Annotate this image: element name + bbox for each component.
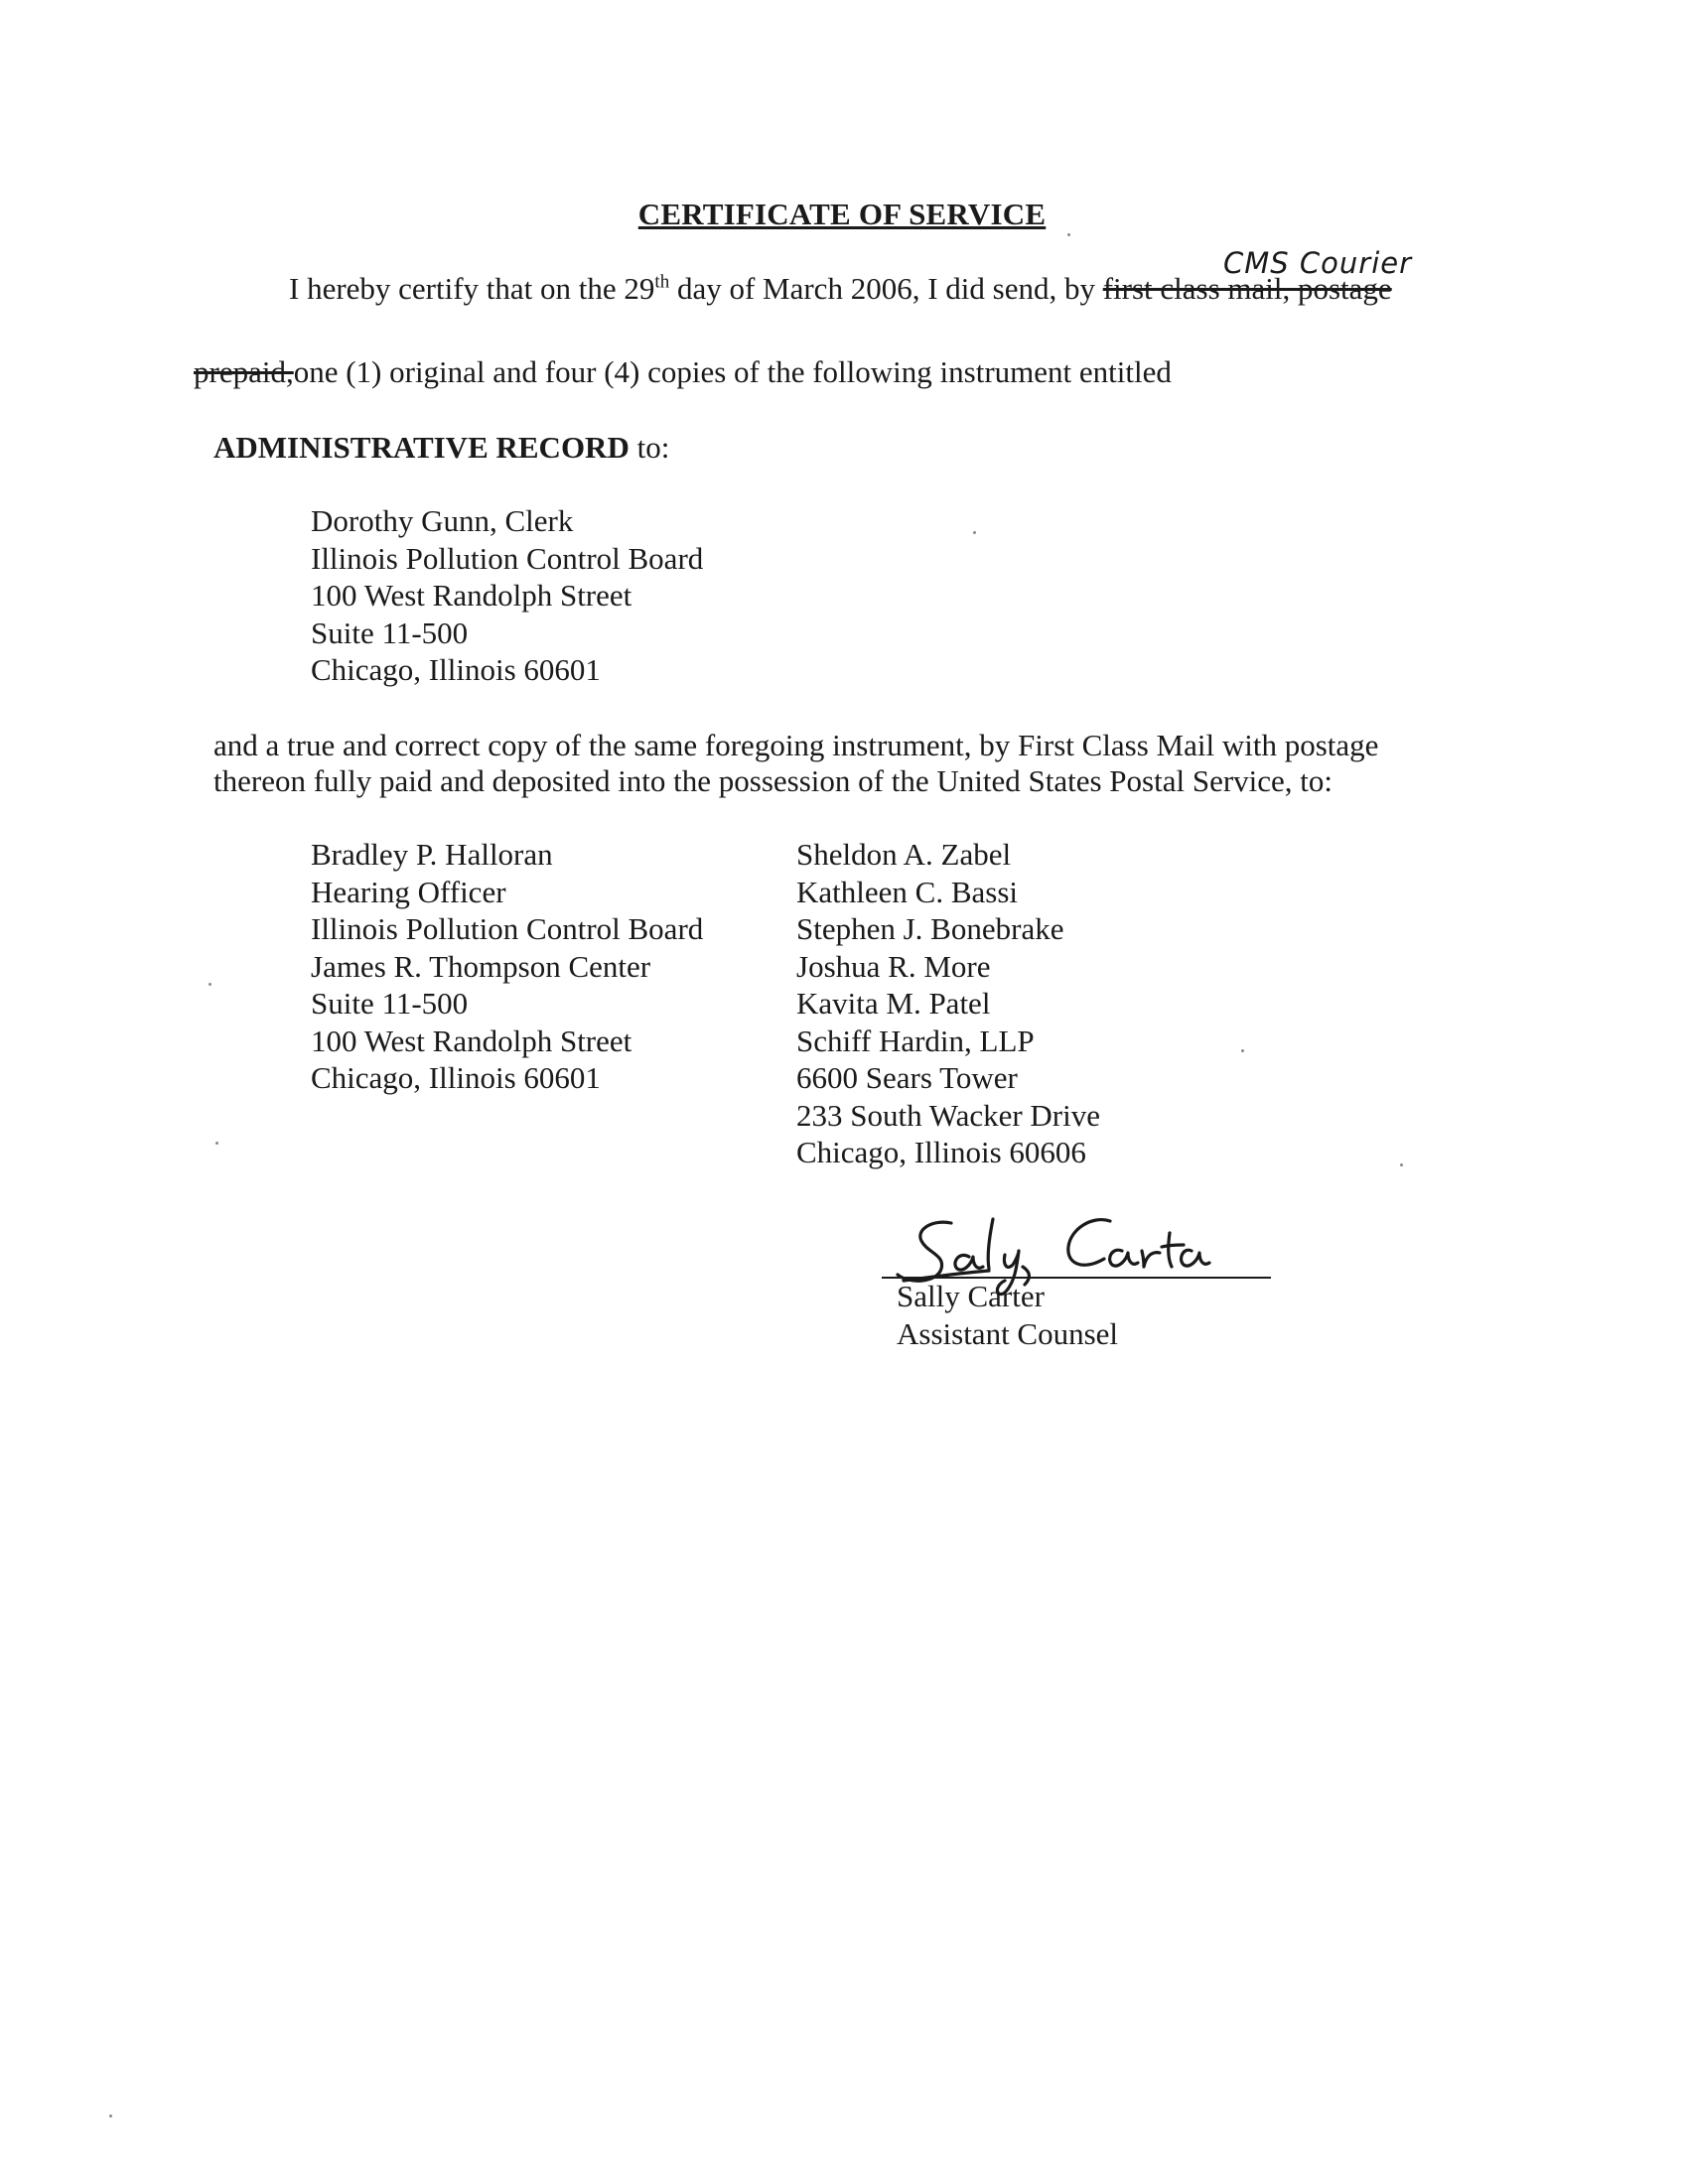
recipient-clerk-address [311,502,703,689]
scan-speck [209,983,211,986]
handwritten-insert: CMS Courier [1223,246,1413,280]
struck-text-1: first class mail, postage [1102,271,1392,306]
address-line: Suite 11-500 [311,986,469,1021]
address-line: Dorothy Gunn, Clerk [311,503,574,538]
instrument-line [213,429,669,467]
certify-text-end: one (1) original and four (4) copies of the following instrument entitled [293,354,1172,389]
certify-text-mid: day of March 2006, I did send, by [669,271,1103,306]
address-line: Sheldon A. Zabel [796,837,1012,872]
address-line: Hearing Officer [311,874,506,909]
scan-speck [1067,233,1070,236]
address-line: 233 South Wacker Drive [796,1097,1101,1133]
copy-paragraph-line-2: thereon fully paid and deposited into the possession of the United States Postal Service, to: [213,763,1333,798]
signatory-name: Sally Carter [897,1279,1045,1313]
certify-text-start: I hereby certify that on the 29 [289,271,655,306]
address-line: Kathleen C. Bassi [796,874,1018,909]
instrument-name: ADMINISTRATIVE RECORD [213,430,630,465]
document-title: CERTIFICATE OF SERVICE [637,197,1047,231]
signatory-title: Assistant Counsel [897,1316,1119,1351]
address-line: Kavita M. Patel [796,986,991,1021]
scan-speck [973,531,976,534]
address-line: 100 West Randolph Street [311,578,632,613]
address-line: Joshua R. More [796,948,991,984]
address-line: Chicago, Illinois 60601 [311,1060,601,1095]
address-line: Schiff Hardin, LLP [796,1023,1035,1058]
ordinal-suffix: th [654,271,670,293]
scan-speck [215,1142,218,1145]
certify-line-2 [194,353,1172,391]
copy-paragraph-line-1: and a true and correct copy of the same foregoing instrument, by First Class Mail with postage [213,728,1379,762]
address-line: Chicago, Illinois 60601 [311,652,601,687]
scan-speck [1400,1163,1403,1166]
instrument-suffix: to: [629,430,670,465]
address-line: 100 West Randolph Street [311,1023,632,1058]
address-line: 6600 Sears Tower [796,1060,1018,1095]
address-line: Stephen J. Bonebrake [796,911,1064,946]
recipient-schiff-hardin-address [796,836,1100,1171]
address-line: Chicago, Illinois 60606 [796,1135,1086,1169]
scan-speck [1241,1049,1244,1052]
address-line: Illinois Pollution Control Board [311,540,704,576]
address-line: Illinois Pollution Control Board [311,911,704,946]
recipient-hearing-officer-address [311,836,703,1097]
address-line: Suite 11-500 [311,614,469,650]
certify-line-1 [289,270,1392,308]
struck-text-2: prepaid, [194,354,294,389]
address-line: Bradley P. Halloran [311,837,553,872]
scan-speck [109,2115,112,2117]
address-line: James R. Thompson Center [311,948,651,984]
